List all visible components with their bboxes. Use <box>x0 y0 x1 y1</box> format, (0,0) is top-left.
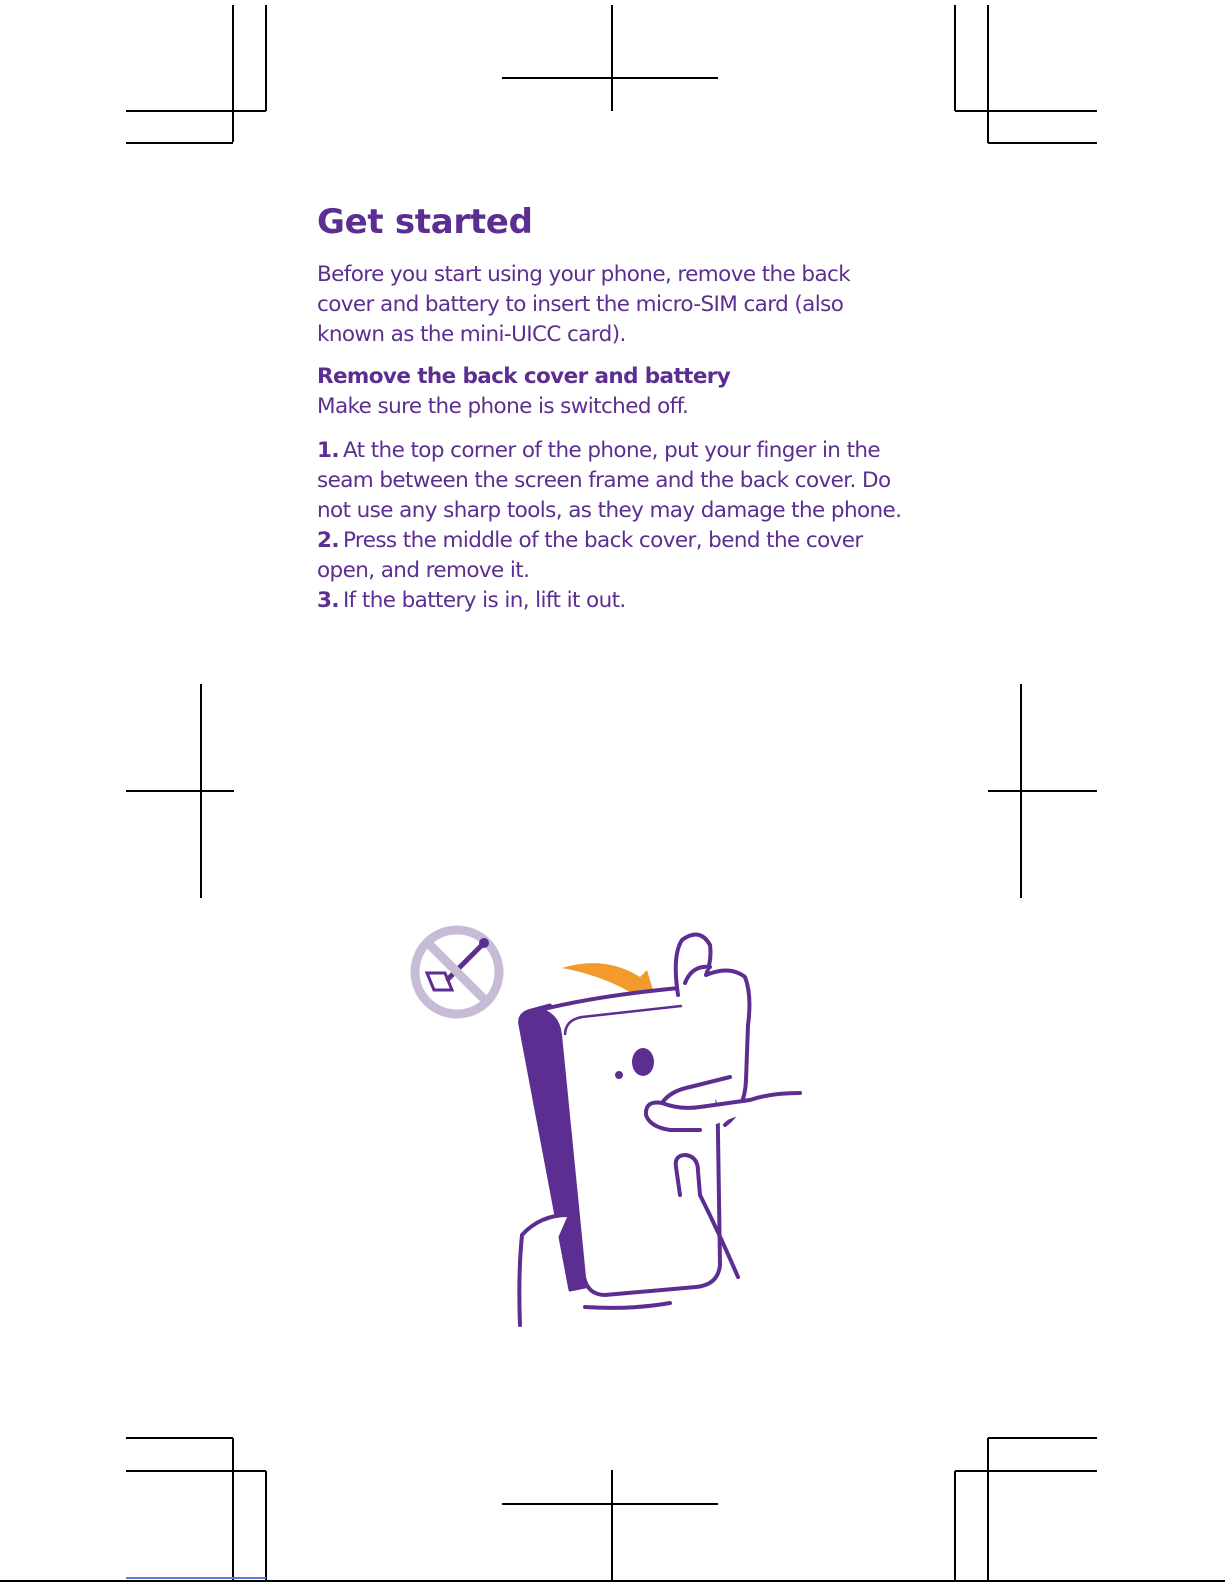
step-number: 1. <box>317 438 339 463</box>
intro-paragraph: Before you start using your phone, remove the back cover and battery to insert the micro-SIM card (also known as the mini-UICC card). <box>317 262 851 347</box>
step-number: 3. <box>317 588 339 613</box>
step-3 <box>317 586 907 616</box>
step-1 <box>317 436 907 526</box>
step-text: At the top corner of the phone, put your finger in the seam between the screen frame and the back cover. Do not use any sharp tools, as they may damage the phone. <box>317 438 902 523</box>
step-number: 2. <box>317 528 339 553</box>
page-title: Get started <box>317 202 533 242</box>
step-2 <box>317 526 907 586</box>
step-text: Press the middle of the back cover, bend the cover open, and remove it. <box>317 528 863 583</box>
section-subtext: Make sure the phone is switched off. <box>317 394 689 419</box>
step-text: If the battery is in, lift it out. <box>342 588 626 613</box>
steps-list <box>317 436 907 616</box>
remove-cover-illustration <box>400 915 820 1335</box>
page-content <box>317 200 907 616</box>
section-heading: Remove the back cover and battery <box>317 364 731 389</box>
no-sharp-tools-icon <box>415 930 499 1014</box>
